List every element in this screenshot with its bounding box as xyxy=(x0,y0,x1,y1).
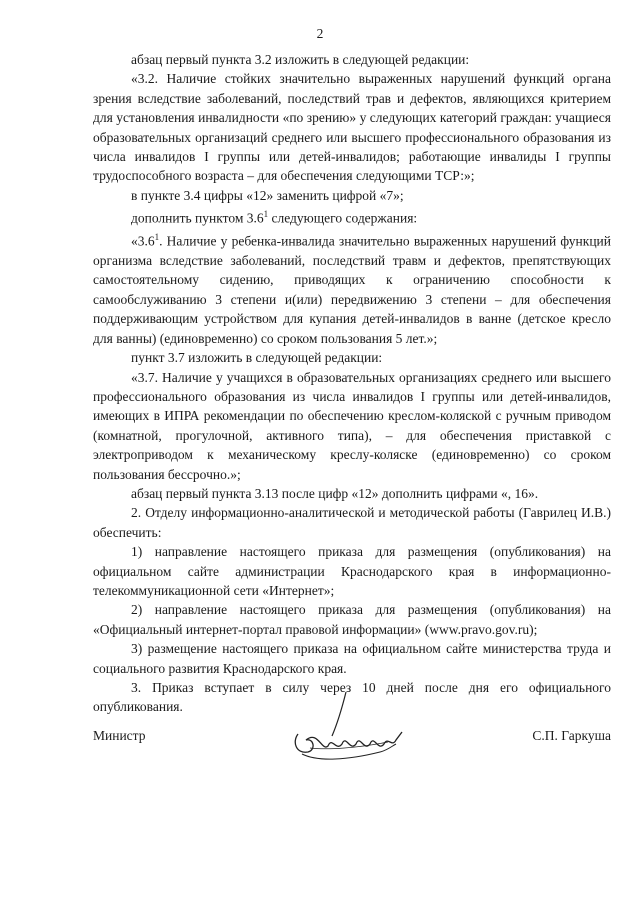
paragraph: 3) размещение настоящего приказа на официальном сайте министерства труда и социального развития Краснодарского края. xyxy=(93,641,611,676)
page-number: 2 xyxy=(316,26,324,41)
signature-block xyxy=(93,690,611,770)
paragraph: 2. Отделу информационно-аналитической и методической работы (Гаврилец И.В.) обеспечить: xyxy=(93,505,611,540)
signer-name: С.П. Гаркуша xyxy=(532,728,611,743)
paragraph: «3.7. Наличие у учащихся в образовательных организациях среднего или высшего профессионального образования из числа инвалидов I группы или детей-инвалидов, имеющих в ИПРА рекомендации по обеспечению креслом-коляской с ручным приводом (комнатной, прогулочной, активного типа), – для обеспечения приставкой с электроприводом к механическому креслу-коляске (единовременно) со сроком пользования бессрочно.»; xyxy=(93,369,611,482)
paragraph-text: «3.6 xyxy=(131,233,155,249)
paragraph: пункт 3.7 изложить в следующей редакции: xyxy=(131,350,383,366)
paragraph-text: дополнить пунктом 3.6 xyxy=(131,210,264,226)
paragraph xyxy=(93,228,611,348)
paragraph: «3.2. Наличие стойких значительно выраженных нарушений функций органа зрения вследствие заболеваний, последствий трав и дефектов, являющихся критерием для установления инвалидности «по зрению» у следующих категорий граждан: учащиеся образовательных организаций среднего или высшего профессионального образования из числа инвалидов I группы или детей-инвалидов; работающие инвалиды I группы трудоспособного возраста – для обеспечения следующими ТСР:»; xyxy=(93,71,611,184)
paragraph xyxy=(93,205,611,228)
paragraph: абзац первый пункта 3.13 после цифр «12» дополнить цифрами «, 16». xyxy=(131,485,539,501)
handwritten-signature xyxy=(288,690,408,768)
paragraph: 2) направление настоящего приказа для размещения (опубликования) на «Официальный интернет-портал правовой информации» (www.pravo.gov.ru); xyxy=(93,602,611,637)
paragraph: в пункте 3.4 цифры «12» заменить цифрой «7»; xyxy=(131,187,404,203)
paragraph: 3. Приказ вступает в силу через 10 дней после дня его официального опубликования. xyxy=(93,680,611,715)
superscript: 1 xyxy=(154,232,160,243)
superscript: 1 xyxy=(263,209,269,220)
signer-role: Министр xyxy=(93,728,146,743)
paragraph: абзац первый пункта 3.2 изложить в следующей редакции: xyxy=(131,52,470,67)
paragraph-text: следующего содержания: xyxy=(268,210,418,226)
document-body xyxy=(93,50,611,717)
paragraph: 1) направление настоящего приказа для размещения (опубликования) на официальном сайте администрации Краснодарского края в информационно-телекоммуникационной сети «Интернет»; xyxy=(93,544,611,598)
paragraph-text: . Наличие у ребенка-инвалида значительно выраженных нарушений функций организма вследствие заболеваний, последствий травм и дефектов, препятствующих самостоятельному сидению, приводящих к ограничению способности к самообслуживанию 3 степени и(или) передвижению 3 степени – для обеспечения поддерживающим устройством для купания детей-инвалидов в ванне (детское кресло для ванны) (единовременно) со сроком пользования 5 лет.»; xyxy=(93,233,611,346)
